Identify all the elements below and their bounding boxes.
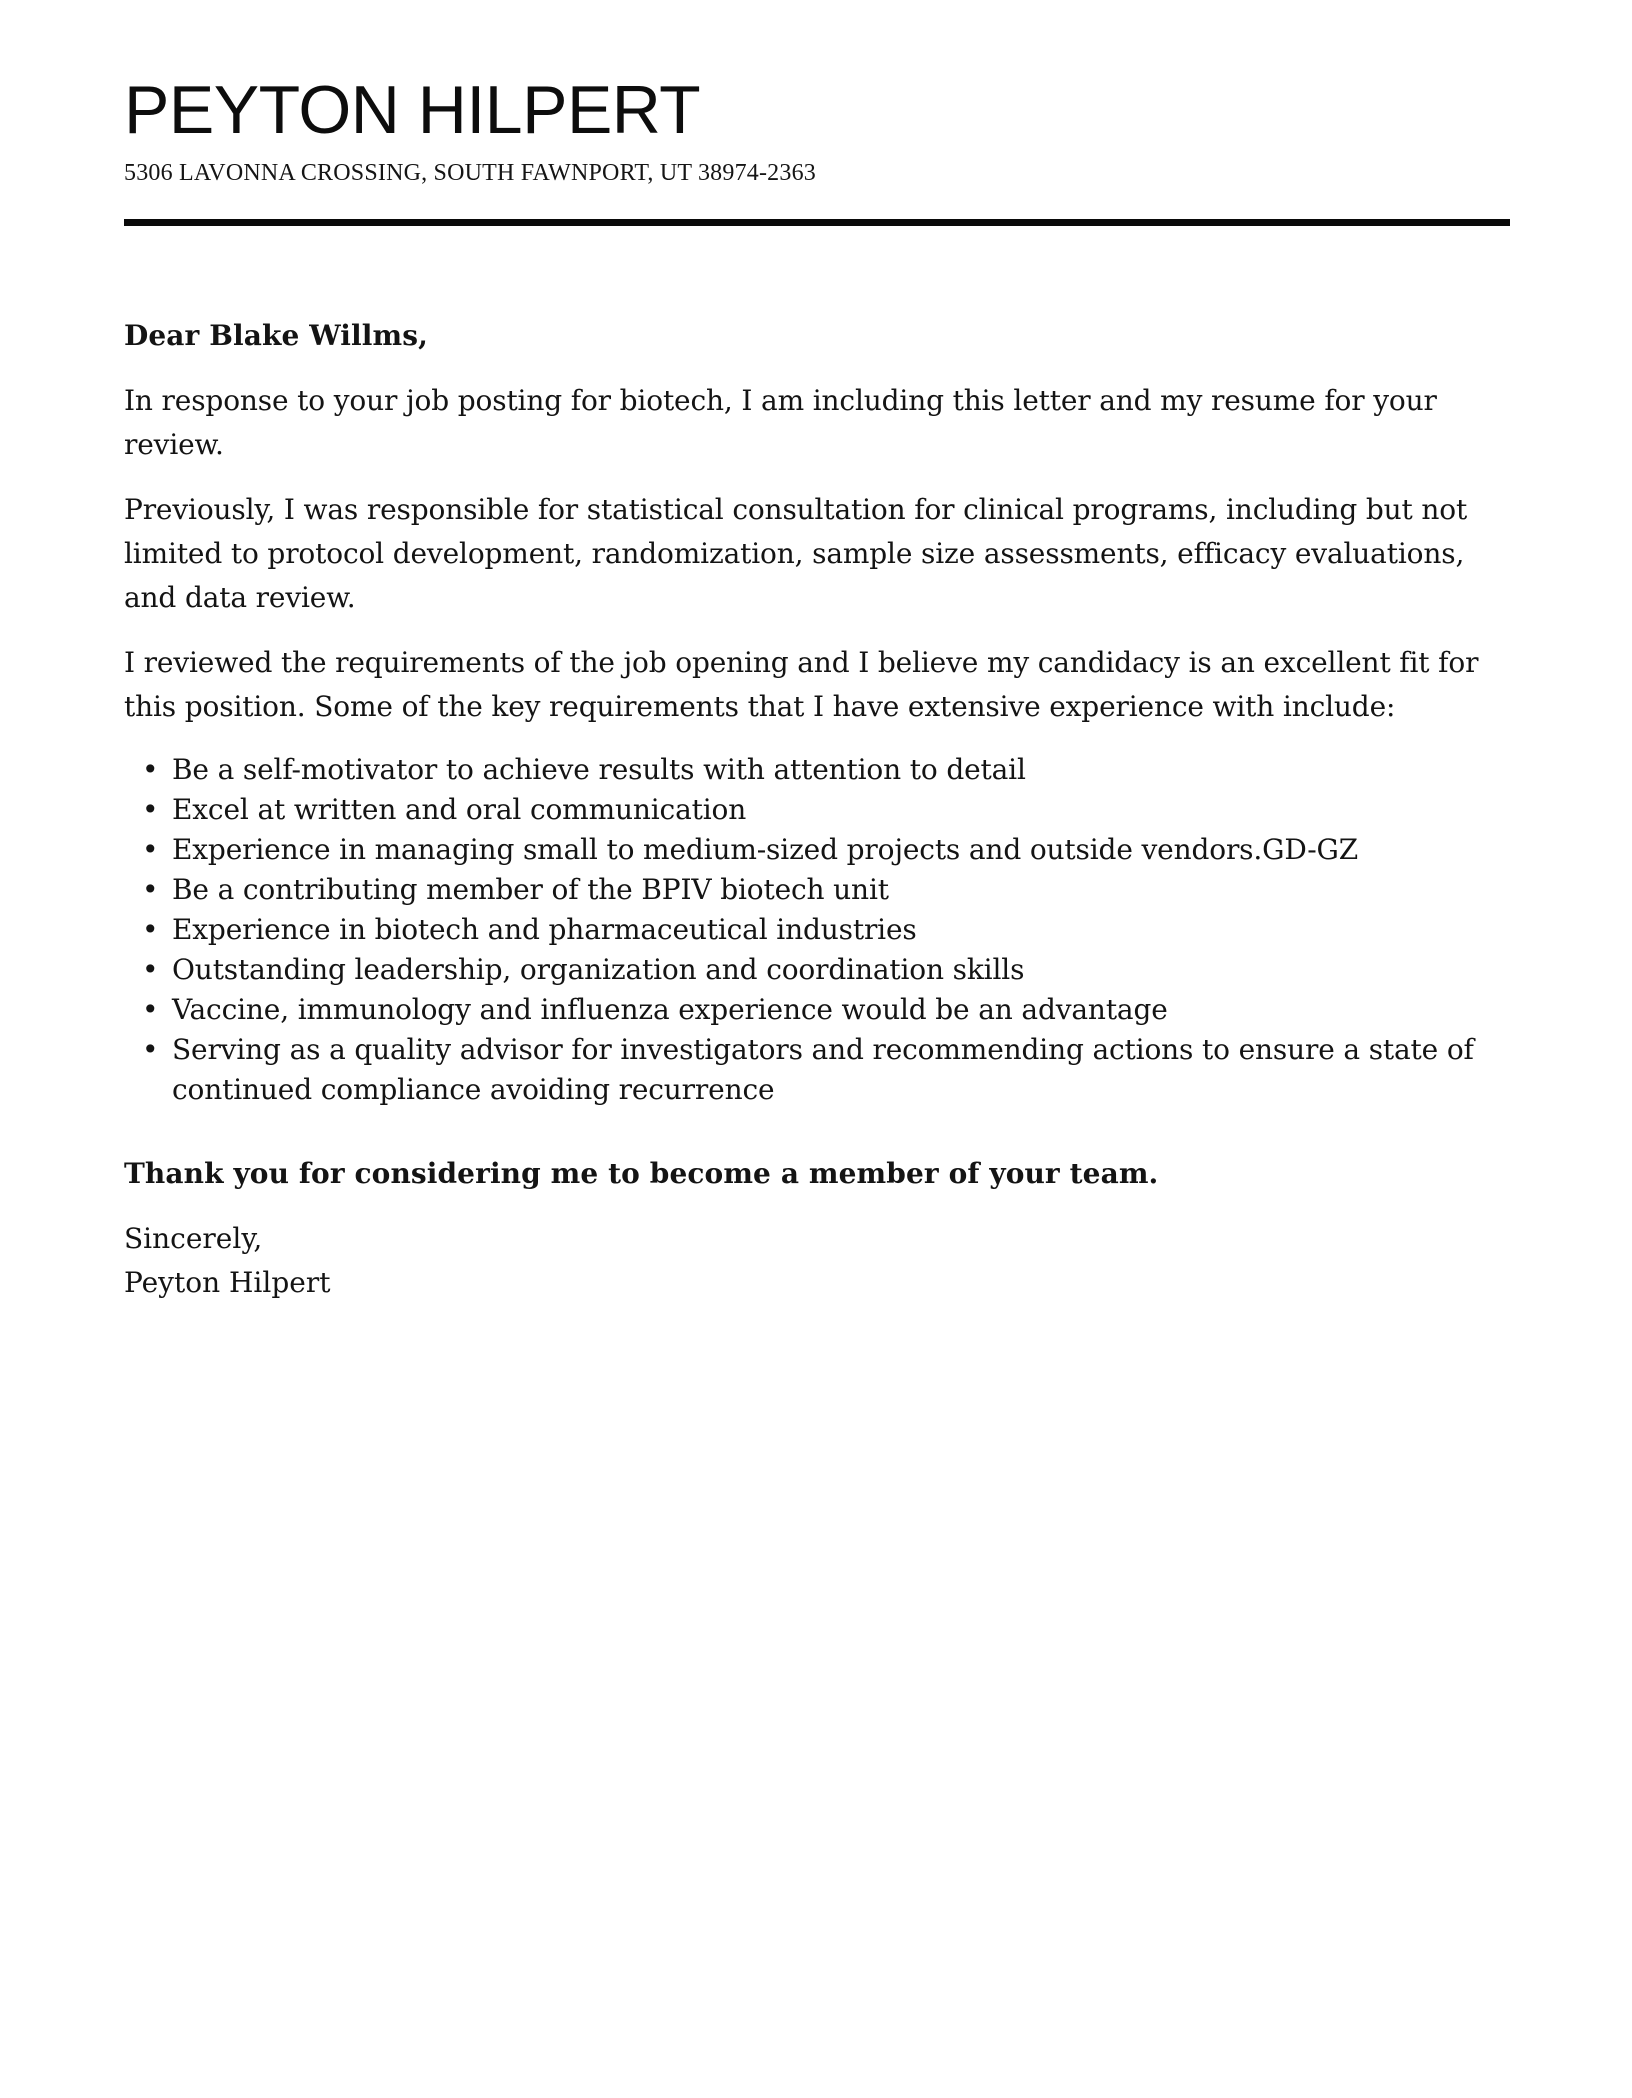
paragraph-requirements: I reviewed the requirements of the job opening and I believe my candidacy is an excellent fit for this position. Some of the key requirements that I have extensive experience with include: [124, 646, 1479, 723]
list-item-text: Outstanding leadership, organization and coordination skills [172, 953, 1025, 986]
list-item [124, 790, 1510, 830]
list-item-text: Be a contributing member of the BPIV biotech unit [172, 873, 889, 906]
list-item-text: Be a self-motivator to achieve results with attention to detail [172, 753, 1026, 786]
list-item [124, 910, 1510, 950]
bullet-icon: • [142, 873, 159, 906]
closing-thanks: Thank you for considering me to become a member of your team. [124, 1157, 1159, 1190]
closing-phrase: Sincerely, [124, 1222, 263, 1255]
paragraph-experience: Previously, I was responsible for statistical consultation for clinical programs, including but not limited to protocol development, randomization, sample size assessments, efficacy evaluations, and data review. [124, 493, 1468, 614]
header-divider [124, 219, 1510, 226]
cover-letter-page [124, 0, 1510, 1305]
list-item-text: Vaccine, immunology and influenza experience would be an advantage [172, 993, 1168, 1026]
applicant-address: 5306 LAVONNA CROSSING, SOUTH FAWNPORT, UT 38974-2363 [124, 160, 816, 186]
paragraph-intro: In response to your job posting for biotech, I am including this letter and my resume for your review. [124, 384, 1437, 461]
list-item [124, 1030, 1510, 1110]
letter-body [124, 314, 1510, 1305]
requirements-list [124, 750, 1510, 1110]
list-item-text: Experience in managing small to medium-sized projects and outside vendors.GD-GZ [172, 833, 1359, 866]
bullet-icon: • [142, 833, 159, 866]
salutation: Dear Blake Willms, [124, 319, 428, 352]
bullet-icon: • [142, 1033, 159, 1066]
bullet-icon: • [142, 793, 159, 826]
list-item-text: Excel at written and oral communication [172, 793, 747, 826]
list-item [124, 750, 1510, 790]
signature-name: Peyton Hilpert [124, 1266, 331, 1299]
list-item [124, 870, 1510, 910]
list-item-text: Experience in biotech and pharmaceutical industries [172, 913, 917, 946]
bullet-icon: • [142, 913, 159, 946]
applicant-name: PEYTON HILPERT [124, 72, 701, 148]
list-item [124, 950, 1510, 990]
list-item [124, 830, 1510, 870]
bullet-icon: • [142, 953, 159, 986]
bullet-icon: • [142, 753, 159, 786]
bullet-icon: • [142, 993, 159, 1026]
list-item-text: Serving as a quality advisor for investigators and recommending actions to ensure a state of continued compliance avoiding recurrence [172, 1033, 1474, 1106]
list-item [124, 990, 1510, 1030]
